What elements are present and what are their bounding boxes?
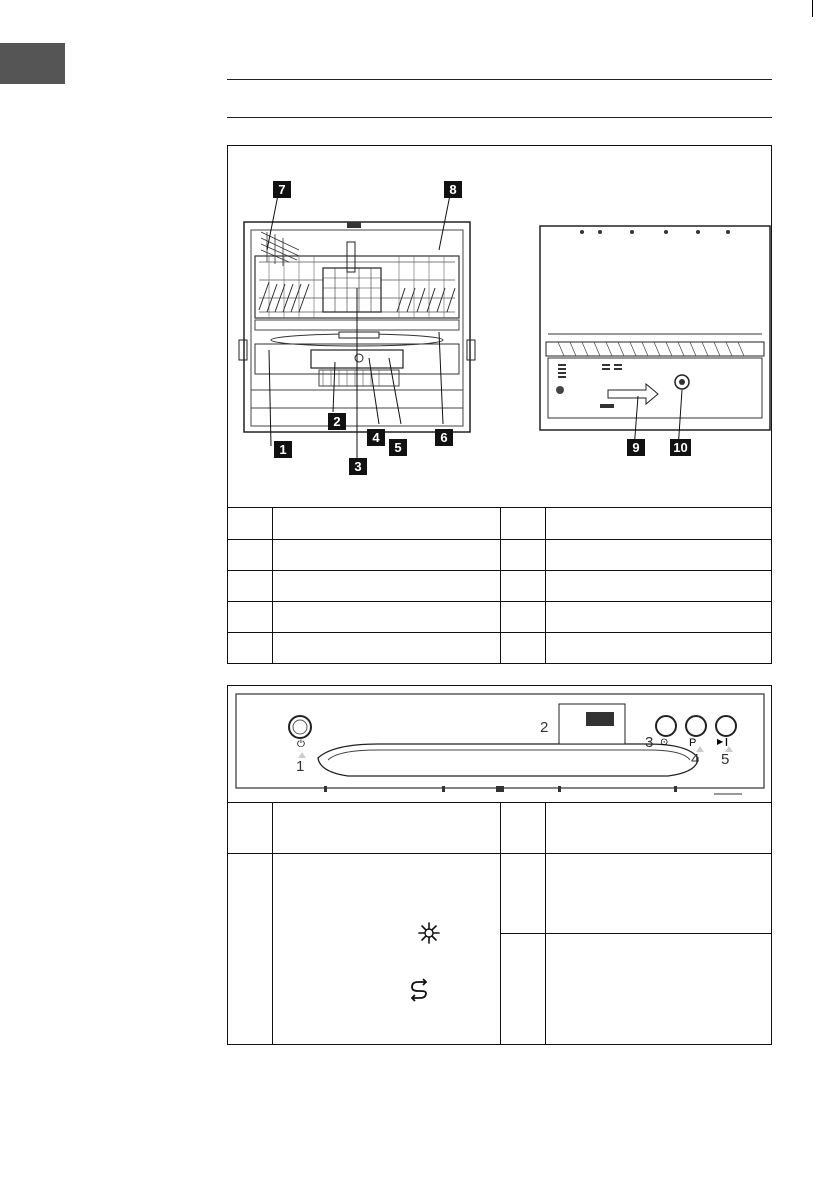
control-panel-figure [227,685,772,803]
program-icon: P [689,737,697,749]
callout-2: 2 [328,413,346,430]
table-row [228,602,772,633]
panel-label-4: 4 [691,751,700,768]
crop-mark [812,0,813,17]
callout-1: 1 [274,441,292,458]
front-view-illustration [239,220,479,440]
table-row [228,854,772,934]
table-row [228,633,772,664]
header-rule-top [227,79,772,80]
panel-label-5: 5 [721,751,730,768]
callout-8: 8 [444,181,462,198]
table-row [228,508,772,540]
callout-10: 10 [670,439,691,456]
product-overview-figure [227,145,772,508]
table-row [228,571,772,602]
callout-9: 9 [627,439,645,456]
table-row [228,540,772,571]
header-rule-bottom [227,117,772,118]
language-tab [0,43,65,84]
panel-label-3: 3 [645,734,654,751]
callout-6: 6 [435,429,453,446]
controls-legend-table [227,802,772,1045]
panel-label-1: 1 [296,758,305,775]
callout-4: 4 [367,429,385,446]
table-row [228,803,772,854]
callout-5: 5 [389,439,407,456]
parts-legend-table [227,507,772,664]
callout-7: 7 [273,181,291,198]
rear-view-illustration [538,224,772,434]
power-icon: ⏻ [297,739,305,750]
delay-icon: ⊙ [660,737,669,748]
snowflake-icon [418,922,440,944]
rinse-aid-icon [408,979,430,1001]
start-pause-icon: ▶❙ [717,737,730,746]
callout-3: 3 [349,458,367,475]
panel-label-2: 2 [540,719,549,736]
